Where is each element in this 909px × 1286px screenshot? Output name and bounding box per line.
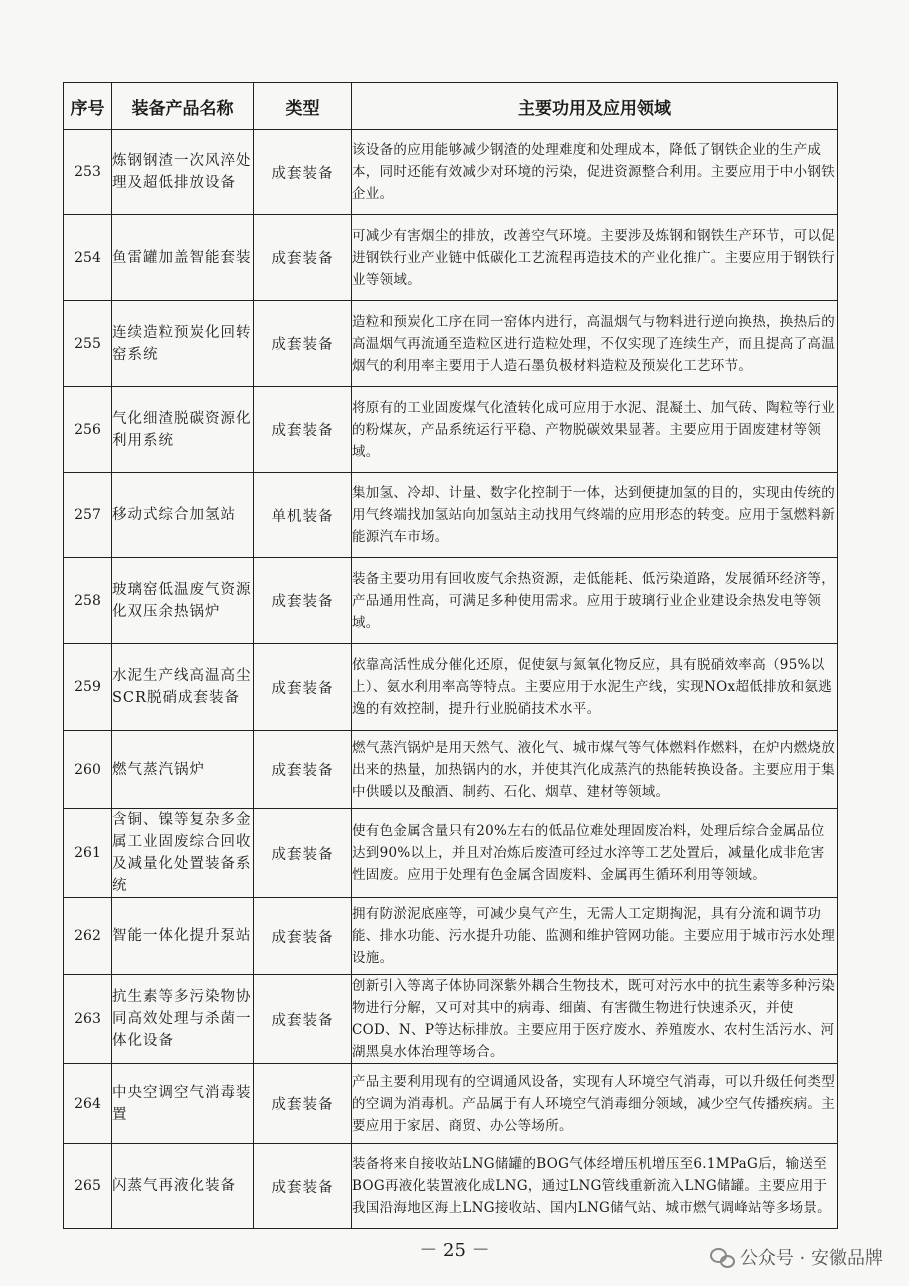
row-type: 成套装备: [254, 1064, 352, 1144]
row-product-name: 鱼雷罐加盖智能套装: [112, 215, 254, 301]
table-row: [64, 898, 838, 975]
row-description: 燃气蒸汽锅炉是用天然气、液化气、城市煤气等气体燃料作燃料，在炉内燃烧放出来的热量，加热锅内的水，并使其汽化成蒸汽的热能转换设备。主要应用于集中供暖以及酿酒、制药、石化、烟草、建材等领域。: [352, 731, 838, 809]
table-row: [64, 387, 838, 473]
watermark: [710, 1244, 883, 1270]
row-description: 拥有防淤泥底座等，可减少臭气产生，无需人工定期掏泥，具有分流和调节功能、排水功能、污水提升功能、监测和维护管网功能。主要应用于城市污水处理设施。: [352, 898, 838, 975]
row-product-name: 燃气蒸汽锅炉: [112, 731, 254, 809]
row-product-name: 中央空调空气消毒装置: [112, 1064, 254, 1144]
row-product-name: 闪蒸气再液化装备: [112, 1144, 254, 1229]
row-description: 产品主要利用现有的空调通风设备，实现有人环境空气消毒，可以升级任何类型的空调为消毒机。产品属于有人环境空气消毒细分领域，减少空气传播疾病。主要应用于家居、商贸、办公等场所。: [352, 1064, 838, 1144]
table-row: [64, 558, 838, 644]
row-description: 将原有的工业固废煤气化渣转化成可应用于水泥、混凝土、加气砖、陶粒等行业的粉煤灰，产品系统运行平稳、产物脱碳效果显著。主要应用于固废建材等领域。: [352, 387, 838, 473]
table-header-row: [64, 83, 838, 130]
row-type: 成套装备: [254, 1144, 352, 1229]
watermark-text: 公众号 · 安徽品牌: [739, 1248, 883, 1269]
row-number: 253: [64, 130, 112, 215]
row-type: 成套装备: [254, 898, 352, 975]
page-number: － 25 －: [419, 1240, 490, 1261]
row-number: 259: [64, 644, 112, 731]
row-description: 该设备的应用能够减少钢渣的处理难度和处理成本，降低了钢铁企业的生产成本，同时还能有效减少对环境的污染，促进资源整合利用。主要应用于中小钢铁企业。: [352, 130, 838, 215]
row-description: 创新引入等离子体协同深紫外耦合生物技术，既可对污水中的抗生素等多种污染物进行分解，又可对其中的病毒、细菌、有害微生物进行快速杀灭，并使COD、N、P等达标排放。主要应用于医疗废水、养殖废水、农村生活污水、河湖黑臭水体治理等场合。: [352, 975, 838, 1064]
row-description: 造粒和预炭化工序在同一窑体内进行，高温烟气与物料进行逆向换热，换热后的高温烟气再流通至造粒区进行造粒处理，不仅实现了连续生产，而且提高了高温烟气的利用率主要用于人造石墨负极材料造粒及预炭化工艺环节。: [352, 301, 838, 387]
row-product-name: 移动式综合加氢站: [112, 473, 254, 558]
equipment-catalog-table: [63, 82, 838, 1229]
row-number: 261: [64, 809, 112, 898]
row-number: 255: [64, 301, 112, 387]
row-type: 成套装备: [254, 130, 352, 215]
table-row: [64, 731, 838, 809]
row-type: 成套装备: [254, 975, 352, 1064]
row-number: 264: [64, 1064, 112, 1144]
table-row: [64, 644, 838, 731]
row-description: 装备主要功用有回收废气余热资源，走低能耗、低污染道路，发展循环经济等，产品通用性高，可满足多种使用需求。应用于玻璃行业企业建设余热发电等领域。: [352, 558, 838, 644]
header-name: 装备产品名称: [112, 83, 254, 130]
table-row: [64, 130, 838, 215]
row-product-name: 气化细渣脱碳资源化利用系统: [112, 387, 254, 473]
table-row: [64, 1144, 838, 1229]
row-product-name: 炼钢钢渣一次风淬处理及超低排放设备: [112, 130, 254, 215]
row-number: 265: [64, 1144, 112, 1229]
row-type: 成套装备: [254, 387, 352, 473]
row-product-name: 含铜、镍等复杂多金属工业固废综合回收及减量化处置装备系统: [112, 809, 254, 898]
row-number: 260: [64, 731, 112, 809]
table-row: [64, 473, 838, 558]
table-row: [64, 301, 838, 387]
row-product-name: 智能一体化提升泵站: [112, 898, 254, 975]
row-product-name: 水泥生产线高温高尘SCR脱硝成套装备: [112, 644, 254, 731]
wechat-icon: [710, 1247, 734, 1267]
row-type: 单机装备: [254, 473, 352, 558]
row-type: 成套装备: [254, 731, 352, 809]
table-row: [64, 809, 838, 898]
row-product-name: 连续造粒预炭化回转窑系统: [112, 301, 254, 387]
row-description: 装备将来自接收站LNG储罐的BOG气体经增压机增压至6.1MPaG后，输送至BOG再液化装置液化成LNG，通过LNG管线重新流入LNG储罐。主要应用于我国沿海地区海上LNG接收站、国内LNG储气站、城市燃气调峰站等多场景。: [352, 1144, 838, 1229]
header-desc: 主要功用及应用领域: [352, 83, 838, 130]
row-number: 262: [64, 898, 112, 975]
row-product-name: 抗生素等多污染物协同高效处理与杀菌一体化设备: [112, 975, 254, 1064]
row-description: 使有色金属含量只有20%左右的低品位难处理固废冶料，处理后综合金属品位达到90%以上，并且对冶炼后废渣可经过水淬等工艺处置后，减量化成非危害性固废。应用于处理有色金属含固废料、金属再生循环利用等领域。: [352, 809, 838, 898]
row-description: 可减少有害烟尘的排放，改善空气环境。主要涉及炼钢和钢铁生产环节，可以促进钢铁行业产业链中低碳化工艺流程再造技术的产业化推广。主要应用于钢铁行业等领域。: [352, 215, 838, 301]
header-type: 类型: [254, 83, 352, 130]
row-product-name: 玻璃窑低温废气资源化双压余热锅炉: [112, 558, 254, 644]
row-number: 258: [64, 558, 112, 644]
table-body: [64, 130, 838, 1229]
row-type: 成套装备: [254, 215, 352, 301]
table-row: [64, 1064, 838, 1144]
row-description: 依靠高活性成分催化还原，促使氨与氮氧化物反应，具有脱硝效率高（95%以上）、氨水利用率高等特点。主要应用于水泥生产线，实现NOx超低排放和氨逃逸的有效控制，提升行业脱硝技术水平。: [352, 644, 838, 731]
row-number: 257: [64, 473, 112, 558]
row-type: 成套装备: [254, 301, 352, 387]
table-row: [64, 215, 838, 301]
row-type: 成套装备: [254, 809, 352, 898]
row-type: 成套装备: [254, 558, 352, 644]
row-number: 256: [64, 387, 112, 473]
header-no: 序号: [64, 83, 112, 130]
row-type: 成套装备: [254, 644, 352, 731]
row-description: 集加氢、冷却、计量、数字化控制于一体，达到便捷加氢的目的，实现由传统的用气终端找加氢站向加氢站主动找用气终端的应用形态的转变。应用于氢燃料新能源汽车市场。: [352, 473, 838, 558]
row-number: 254: [64, 215, 112, 301]
row-number: 263: [64, 975, 112, 1064]
table-row: [64, 975, 838, 1064]
